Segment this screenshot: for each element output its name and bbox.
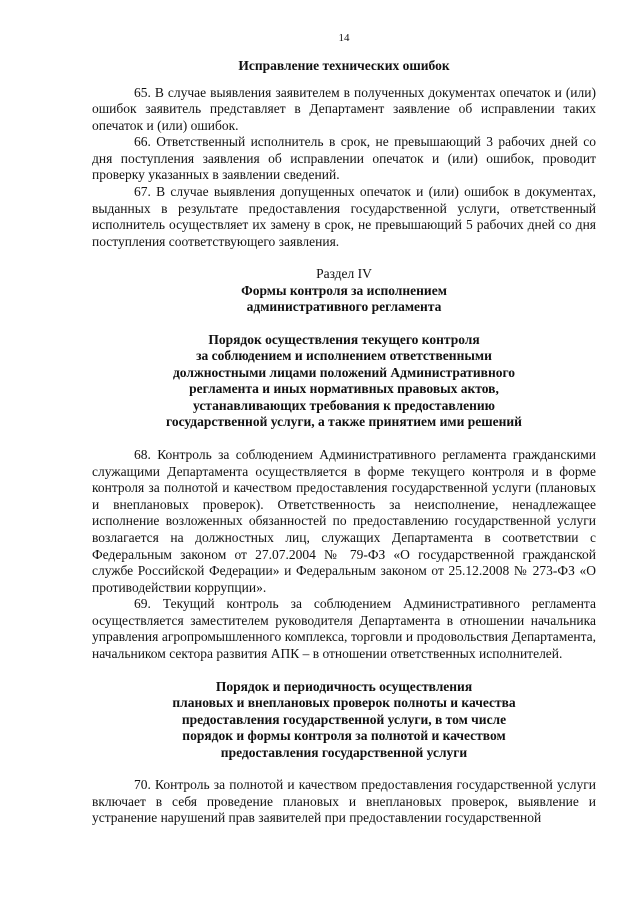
heading-tech-errors: Исправление технических ошибок xyxy=(238,58,450,73)
heading-line: предоставления государственной услуги xyxy=(220,744,468,760)
heading-line: плановых и внеплановых проверок полноты и качества xyxy=(172,695,516,711)
heading-line: государственной услуги, а также принятием ими решений xyxy=(166,414,522,430)
heading-line: регламента и иных нормативных правовых актов, xyxy=(189,381,499,397)
paragraph-69: 69. Текущий контроль за соблюдением Административного регламента осуществляется заместителем руководителя Департамента в отношении начальника управления агропромышленного комплекса, торговли и продовольствия Департамента, начальником сектора развития АПК – в отношении ответственных исполнителей. xyxy=(92,596,596,662)
heading-line: Порядок и периодичность осуществления xyxy=(215,678,473,694)
heading-line: устанавливающих требования к предоставлению xyxy=(192,397,495,413)
heading-line: предоставления государственной услуги, в том числе xyxy=(181,711,507,727)
paragraph-66: 66. Ответственный исполнитель в срок, не превышающий 3 рабочих дней со дня поступления заявления об исправлении опечаток и (или) ошибок, проводит проверку указанных в заявлении сведений. xyxy=(92,134,596,183)
paragraph-67: 67. В случае выявления допущенных опечаток и (или) ошибок в документах, выданных в результате предоставления государственной услуги, ответственный исполнитель осуществляет их замену в срок, не превышающий 5 рабочих дней со дня поступления соответствующего заявления. xyxy=(92,184,596,249)
paragraph-70: 70. Контроль за полнотой и качеством предоставления государственной услуги включает в себя проведение плановых и внеплановых проверок, выявление и устранение нарушений прав заявителей при предоставлении государственной xyxy=(92,777,596,826)
section-title-line: Формы контроля за исполнением xyxy=(241,282,447,298)
section-title xyxy=(92,283,596,316)
heading-inspections xyxy=(92,679,596,762)
section-label: Раздел IV xyxy=(316,266,372,282)
heading-line: Порядок осуществления текущего контроля xyxy=(208,331,480,347)
heading-line: порядок и формы контроля за полнотой и качеством xyxy=(182,728,506,744)
heading-line: должностными лицами положений Административного xyxy=(172,364,516,380)
paragraph-68: 68. Контроль за соблюдением Административного регламента гражданскими служащими Департамента осуществляется в форме текущего контроля и в форме контроля за полнотой и качеством предоставления государственной услуги (плановых и внеплановых проверок). Ответственность за неисполнение, ненадлежащее исполнение возложенных обязанностей по предоставлению государственной услуги возлагается на должностных лиц, служащих Департамента в соответствии с Федеральным законом от 27.07.2004 № 79-ФЗ «О государственной гражданской службе Российской Федерации» и Федеральным законом от 25.12.2008 № 273-ФЗ «О противодействии коррупции». xyxy=(92,446,596,595)
paragraph-65: 65. В случае выявления заявителем в полученных документах опечаток и (или) ошибок заявитель представляет в Департамент заявление об исправлении таких опечаток и (или) ошибок. xyxy=(92,84,596,133)
page-number: 14 xyxy=(338,32,350,44)
section-title-line: административного регламента xyxy=(246,299,442,315)
heading-line: за соблюдением и исполнением ответственными xyxy=(196,348,492,364)
heading-current-control xyxy=(92,332,596,431)
